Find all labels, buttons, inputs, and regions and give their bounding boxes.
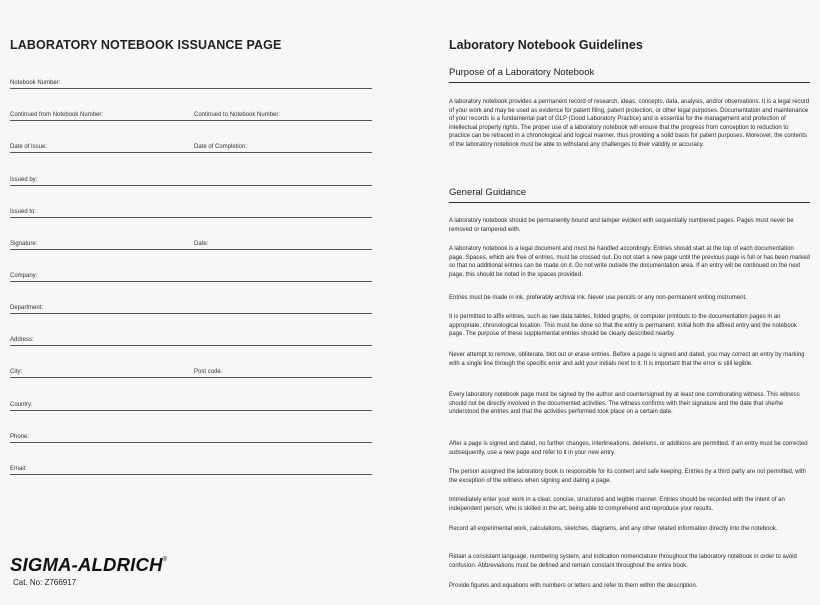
catalog-number: Cat. No: Z766917 [13, 578, 77, 587]
field-label: Company: [10, 273, 38, 279]
field-label: Issued by: [10, 177, 38, 183]
field-signature[interactable] [10, 235, 372, 250]
field-label: Department: [10, 305, 44, 311]
sigma-aldrich-logo [10, 554, 167, 576]
field-label: Address: [10, 337, 34, 343]
guidance-paragraph: Retain a consistent language, numbering system, and indication nomenclature throughout the laboratory notebook in order to avoid confusion. Abbreviations must be defined and remain constant throughout the entire book. [449, 554, 797, 569]
general-guidance-heading: General Guidance [449, 187, 810, 203]
registered-mark: ® [162, 557, 168, 563]
field-label: Continued from Notebook Number: [10, 112, 104, 118]
guidance-paragraph: A laboratory notebook is a legal document and must be handled accordingly. Entries should start at the top of each documentation page. Spaces, which are free of entries, must be crossed out. Do not start a new page until the previous page is full or has been marked so that no additional entries can be made on it. Do not write outside the documentation area. If an entry will be continued on the next page, this should be noted in the spaces provided. [449, 246, 810, 278]
purpose-heading: Purpose of a Laboratory Notebook [449, 67, 810, 83]
field-label: Issued to: [10, 209, 37, 215]
field-email[interactable] [10, 460, 372, 475]
field-dates[interactable] [10, 138, 372, 153]
field-label-secondary: Post code: [194, 369, 223, 375]
purpose-paragraph: A laboratory notebook provides a permanent record of research, ideas, concepts, data, analysis, and/or observations. It is a legal record of your work and may be used as evidence for patent filing, patent protection, or other legal purposes. Documentation and maintenance of your records is a fundamental part of GLP (Good Laboratory Practice) and is essential for the management and protection of intellectual property rights. The proper use of a laboratory notebook will ensure that the progress from conception to reduction to practice can be retraced in a chronological and logical manner, thus providing a solid basis for patent purposes. Moreover, the contents of the laboratory notebook must be able to withstand any challenges to their validity or accuracy. [449, 99, 810, 148]
field-continued[interactable] [10, 106, 372, 121]
field-label-secondary: Date of Completion: [194, 144, 248, 150]
issuance-title: LABORATORY NOTEBOOK ISSUANCE PAGE [10, 38, 282, 52]
field-country[interactable] [10, 396, 372, 411]
field-company[interactable] [10, 267, 372, 282]
logo-text: SIGMA-ALDRICH [10, 554, 163, 575]
guidance-paragraph: Record all experimental work, calculations, sketches, diagrams, and any other related information directly into the notebook. [449, 526, 778, 532]
field-label: Signature: [10, 241, 38, 247]
field-notebook-number[interactable] [10, 74, 372, 89]
field-city[interactable] [10, 363, 372, 378]
guidance-paragraph: Every laboratory notebook page must be signed by the author and countersigned by at least one corroborating witness. This witness should not be directly involved in the documented activities. The witness confirms with their signature and the date that she/he understood the entries and that the activities performed took place on a certain date. [449, 392, 800, 416]
guidance-paragraph: It is permitted to affix entries, such as raw data tables, folded graphs, or computer printouts to the documentation pages in an appropriate, chronological location. This must be done so that the entry is permanent. Initial both the affixed entry and the notebook page. The purpose of these supplemental entries should be clearly described nearby. [449, 314, 797, 338]
field-department[interactable] [10, 299, 372, 314]
field-label: Country: [10, 402, 33, 408]
field-label: Notebook Number: [10, 80, 61, 86]
field-address[interactable] [10, 331, 372, 346]
field-issued-to[interactable] [10, 203, 372, 218]
field-issued-by[interactable] [10, 171, 372, 186]
field-label-secondary: Date: [194, 241, 209, 247]
field-label: City: [10, 369, 22, 375]
field-phone[interactable] [10, 428, 372, 443]
guidance-paragraph: Never attempt to remove, obliterate, blot out or erase entries. Before a page is signed and dated, you may correct an entry by marking with a single line through the specific error and add your initials next to it. It is important that the error is still legible. [449, 352, 805, 367]
guidance-paragraph: The person assigned the laboratory book is responsible for its content and safe keeping. Entries by a third party are not permitted, with the exception of the witness when signing and dating a page. [449, 469, 806, 484]
field-label-secondary: Continued to Notebook Number: [194, 112, 281, 118]
guidance-paragraph: After a page is signed and dated, no further changes, interlineations, deletions, or additions are permitted. If an entry must be corrected subsequently, use a new page and refer to it in your new entry. [449, 441, 808, 456]
guidance-paragraph: Immediately enter your work in a clear, concise, structured and legible manner. Entries should be recorded with the intent of an independent person, who is skilled in the art, being able to comprehend and reproduce your results. [449, 497, 785, 512]
guidance-paragraph: Entries must be made in ink, preferably archival ink. Never use pencils or any non-permanent writing instrument. [449, 295, 747, 301]
guidance-paragraph: Provide figures and equations with numbers or letters and refer to them within the description. [449, 583, 698, 589]
guidance-paragraph: A laboratory notebook should be permanently bound and tamper evident with sequentially numbered pages. Pages must never be removed or tampered with. [449, 218, 794, 233]
field-label: Date of Issue: [10, 144, 48, 150]
field-label: Email: [10, 466, 27, 472]
guidelines-title: Laboratory Notebook Guidelines [449, 38, 643, 52]
field-label: Phone: [10, 434, 30, 440]
